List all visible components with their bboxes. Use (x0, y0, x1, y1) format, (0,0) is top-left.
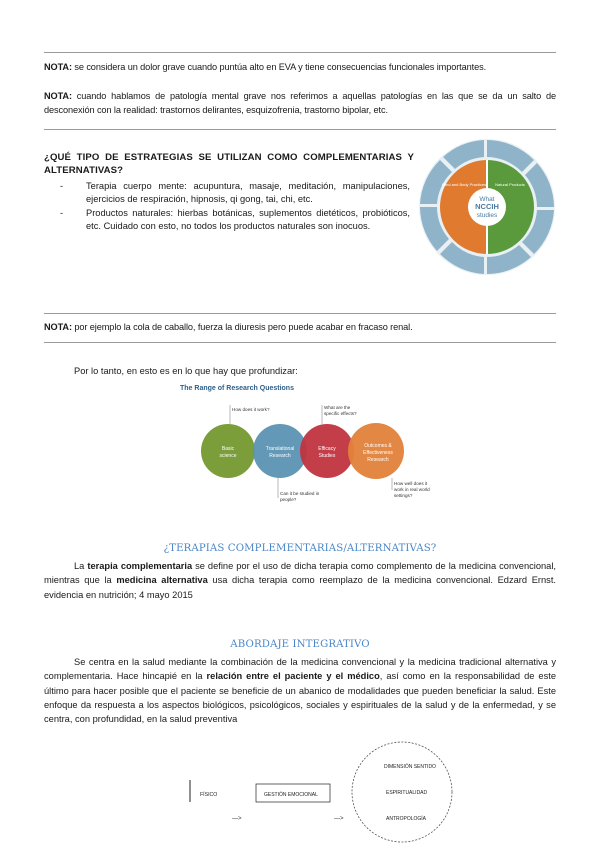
circle-label: Studies (318, 453, 336, 459)
circle-label: Research (367, 457, 389, 463)
circle-label: Outcomes & (364, 443, 392, 449)
text-run: , así como en la responsabilidad de este último para hacer posible que el paciente se beneficie de un abanico de modalidades que pueden beneficiar la salud. Este enfoque da respuesta a los aspectos biológicos, psicológicos, sociales y espirituales de la salud y de la enfermedad, y se centra, con profundidad, en la salud preventiva (44, 671, 556, 725)
callout-text: Can it be studied in (280, 491, 320, 496)
center-label: studies (476, 212, 498, 219)
divider-line (44, 52, 556, 53)
callout-text: How does it work? (232, 407, 270, 412)
paragraph (44, 655, 556, 726)
integrative-diagram (180, 740, 470, 844)
list-item-text: Productos naturales: hierbas botánicas, suplementos dietéticos, probióticos, etc. Cuidado con esto, no todos los productos naturales son inocuos. (86, 207, 410, 232)
paragraph (44, 559, 556, 602)
research-figure (172, 378, 430, 516)
callout-text: work in real world (394, 487, 430, 492)
text-run: usa dicha terapia como reemplazo de la medicina convencional. Edzard Ernst. evidencia en nutrición; 4 mayo 2015 (44, 575, 556, 600)
note-1 (44, 60, 556, 74)
half-label: Natural Products (495, 182, 525, 187)
strategies-heading: ¿QUÉ TIPO DE ESTRATEGIAS SE UTILIZAN COMO COMPLEMENTARIAS Y ALTERNATIVAS? (44, 152, 414, 176)
arrow: —> (232, 816, 242, 822)
list-item-text: Terapia cuerpo mente: acupuntura, masaje, meditación, manipulaciones, ejercicios de respiración, hipnosis, qi gong, tai, chi, etc. (86, 181, 410, 205)
bold-term: medicina alternativa (116, 575, 208, 586)
bold-term: relación entre el paciente y el médico (206, 671, 380, 682)
circle-label: Research (269, 453, 291, 459)
circle-label: Basic (221, 446, 235, 452)
bullet-dash: - (60, 181, 64, 191)
circle-label: Translational (265, 446, 295, 452)
callout-text: What are the (324, 405, 351, 410)
circle-label: Effectiveness (363, 450, 393, 456)
text-run: se define por el uso de dicha terapia como complemento de la medicina convencional, mientras que la (44, 561, 556, 586)
arrow: —> (334, 816, 344, 822)
divider-line (44, 129, 556, 130)
label-dimension: DIMENSIÓN SENTIDO (384, 764, 436, 770)
text-run: La (74, 561, 88, 571)
note-text: por ejemplo la cola de caballo, fuerza la diuresis pero puede acabar en fracaso renal. (71, 322, 413, 332)
research-figure-title: The Range of Research Questions (180, 385, 294, 392)
note-text: se considera un dolor grave cuando puntúa alto en EVA y tiene consecuencias funcionales importantes. (71, 62, 487, 72)
divider-line (44, 342, 556, 343)
center-label: NCCIH (475, 202, 499, 211)
list-item (60, 207, 410, 234)
half-label: Mind and Body Practices (441, 182, 487, 187)
circle-label: Efficacy (318, 446, 336, 452)
section-title: ABORDAJE INTEGRATIVO (230, 639, 370, 650)
note-text: cuando hablamos de patología mental grave nos referimos a aquellas patologías en las que se da un salto de desconexión con la realidad: trastornos delirantes, esquizofrenia, trastorno bipolar, etc. (44, 91, 556, 115)
center-label: What (479, 196, 495, 203)
note-label: NOTA: (44, 91, 72, 101)
text-run: Se centra en la salud mediante la combinación de la medicina convencional y la medicina tradicional alternativa y complementaria. Hace hincapié en la (44, 657, 556, 682)
label-gestion: GESTIÓN EMOCIONAL (264, 792, 318, 798)
callout-text: people? (280, 497, 297, 502)
callout-text: settings? (394, 493, 413, 498)
label-fisico: FÍSICO (200, 792, 218, 798)
label-espiritualidad: ESPIRITUALIDAD (386, 790, 428, 796)
bullet-dash: - (60, 207, 64, 218)
callout-text: How well does it (394, 481, 428, 486)
strategies-list (60, 180, 410, 234)
divider-line (44, 313, 556, 314)
note-3 (44, 320, 556, 334)
callout-text: specific effects? (324, 411, 357, 416)
note-label: NOTA: (44, 322, 72, 332)
list-item (60, 180, 410, 207)
section-title: ¿TERAPIAS COMPLEMENTARIAS/ALTERNATIVAS? (163, 543, 437, 554)
nccih-figure (418, 138, 556, 276)
note-2 (44, 89, 556, 117)
bold-term: terapia complementaria (87, 561, 193, 571)
note-label: NOTA: (44, 62, 72, 72)
label-antropologia: ANTROPOLOGÍA (386, 816, 427, 822)
intro-line: Por lo tanto, en esto es en lo que hay que profundizar: (74, 366, 298, 376)
circle-label: science (219, 453, 237, 459)
